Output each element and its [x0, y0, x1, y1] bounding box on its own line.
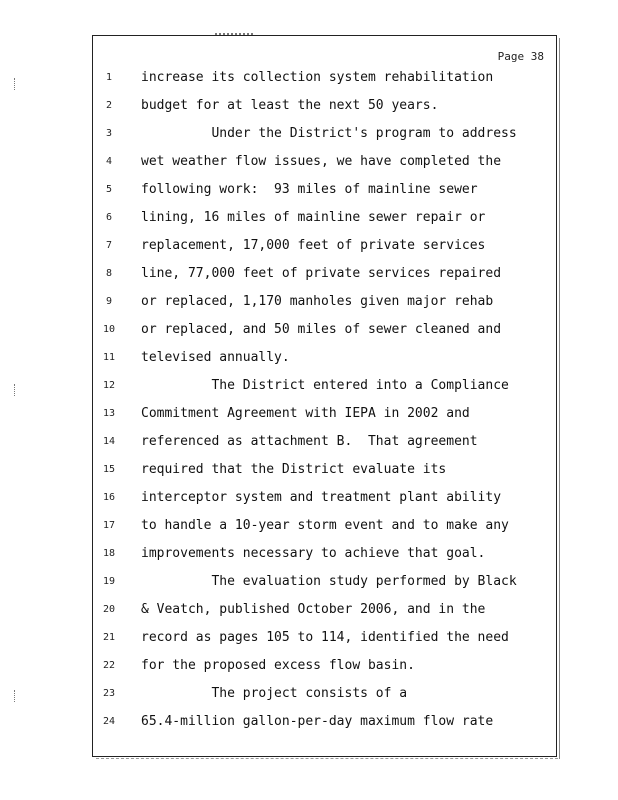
transcript-line — [93, 126, 558, 146]
line-number: 18 — [102, 548, 116, 559]
line-number: 24 — [102, 716, 116, 727]
line-number: 6 — [105, 212, 113, 223]
line-number: 3 — [105, 128, 113, 139]
transcript-line — [93, 238, 558, 258]
transcript-line — [93, 434, 558, 454]
margin-punch-mark — [14, 384, 16, 396]
line-number: 16 — [102, 492, 116, 503]
line-text: interceptor system and treatment plant ability — [141, 490, 502, 505]
line-text: increase its collection system rehabilitation — [141, 70, 494, 85]
transcript-line — [93, 518, 558, 538]
bottom-rule — [96, 758, 558, 759]
line-number: 17 — [102, 520, 116, 531]
line-number: 7 — [105, 240, 113, 251]
transcript-line — [93, 70, 558, 90]
line-text: for the proposed excess flow basin. — [141, 658, 415, 673]
line-text: Commitment Agreement with IEPA in 2002 and — [141, 406, 470, 421]
transcript-line — [93, 350, 558, 370]
line-number: 19 — [102, 576, 116, 587]
transcript-line — [93, 378, 558, 398]
page-number: Page 38 — [497, 50, 544, 63]
line-text: required that the District evaluate its — [141, 462, 447, 477]
line-number: 9 — [105, 296, 113, 307]
margin-punch-mark — [14, 78, 16, 90]
transcript-line — [93, 686, 558, 706]
line-number: 22 — [102, 660, 116, 671]
transcript-line — [93, 266, 558, 286]
transcript-line — [93, 630, 558, 650]
line-number: 11 — [102, 352, 116, 363]
line-text: The project consists of a — [141, 686, 408, 701]
line-text: & Veatch, published October 2006, and in the — [141, 602, 486, 617]
transcript-line — [93, 602, 558, 622]
transcript-line — [93, 406, 558, 426]
transcript-line — [93, 658, 558, 678]
transcript-line — [93, 490, 558, 510]
transcript-line — [93, 714, 558, 734]
transcript-line — [93, 462, 558, 482]
line-number: 12 — [102, 380, 116, 391]
line-text: or replaced, and 50 miles of sewer cleaned and — [141, 322, 502, 337]
line-number: 21 — [102, 632, 116, 643]
transcript-line — [93, 210, 558, 230]
transcript-line — [93, 154, 558, 174]
line-text: record as pages 105 to 114, identified the need — [141, 630, 509, 645]
transcript-line — [93, 294, 558, 314]
line-number: 10 — [102, 324, 116, 335]
line-number: 5 — [105, 184, 113, 195]
line-text: following work: 93 miles of mainline sewer — [141, 182, 478, 197]
line-text: lining, 16 miles of mainline sewer repair or — [141, 210, 486, 225]
transcript-line — [93, 546, 558, 566]
line-number: 1 — [105, 72, 113, 83]
margin-punch-mark — [14, 690, 16, 702]
line-text: to handle a 10-year storm event and to make any — [141, 518, 509, 533]
transcript-line — [93, 182, 558, 202]
line-number: 8 — [105, 268, 113, 279]
line-number: 4 — [105, 156, 113, 167]
line-text: televised annually. — [141, 350, 290, 365]
line-text: The evaluation study performed by Black — [141, 574, 517, 589]
transcript-line — [93, 98, 558, 118]
line-text: 65.4-million gallon-per-day maximum flow rate — [141, 714, 494, 729]
line-text: line, 77,000 feet of private services repaired — [141, 266, 502, 281]
line-text: improvements necessary to achieve that goal. — [141, 546, 486, 561]
line-number: 14 — [102, 436, 116, 447]
line-number: 23 — [102, 688, 116, 699]
line-text: or replaced, 1,170 manholes given major rehab — [141, 294, 494, 309]
line-text: replacement, 17,000 feet of private services — [141, 238, 486, 253]
line-text: The District entered into a Compliance — [141, 378, 509, 393]
line-number: 2 — [105, 100, 113, 111]
transcript-line — [93, 574, 558, 594]
line-text: wet weather flow issues, we have completed the — [141, 154, 502, 169]
transcript-page — [92, 35, 557, 757]
line-text: budget for at least the next 50 years. — [141, 98, 439, 113]
line-text: Under the District's program to address — [141, 126, 517, 141]
line-number: 15 — [102, 464, 116, 475]
transcript-line — [93, 322, 558, 342]
line-text: referenced as attachment B. That agreement — [141, 434, 478, 449]
line-number: 13 — [102, 408, 116, 419]
line-number: 20 — [102, 604, 116, 615]
